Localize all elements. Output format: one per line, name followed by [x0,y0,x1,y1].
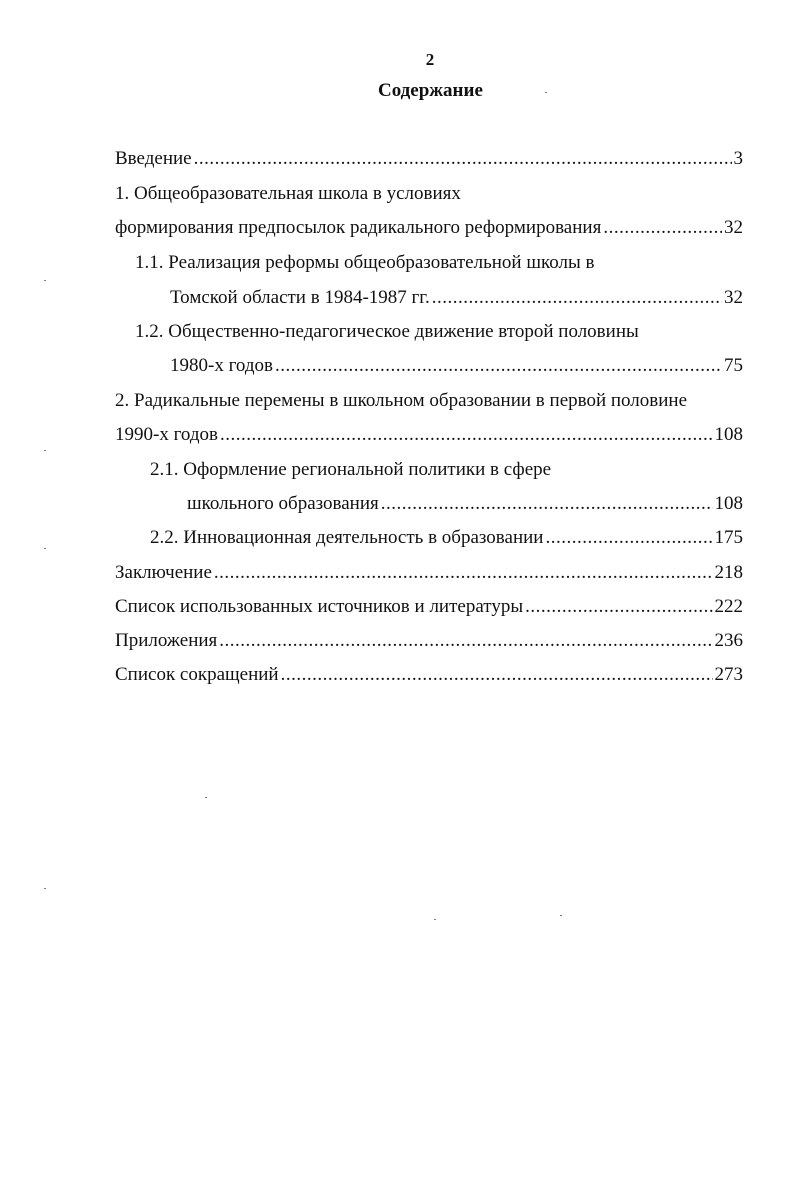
scan-speck [44,450,46,451]
toc-label: 1980-х годов [170,355,273,376]
toc-label: Введение [115,148,192,169]
toc-page-number: 3 [733,148,743,169]
toc-entry-intro[interactable] [115,148,743,170]
scan-speck [560,915,562,916]
toc-entry-appendix[interactable] [115,630,743,652]
toc-entry-conclusion[interactable] [115,562,743,584]
toc-entry-abbreviations[interactable] [115,664,743,686]
dot-leader [525,596,712,618]
toc-label: формирования предпосылок радикального реформирования [115,217,602,238]
page-number: 2 [425,50,435,69]
toc-label: 2.2. Инновационная деятельность в образовании [150,527,544,548]
toc-label: школьного образования [187,493,379,514]
toc-section21-title-line1: 2.1. Оформление региональной политики в сфере [150,459,552,480]
toc-label: Приложения [115,630,218,651]
toc-label: Список сокращений [115,664,279,685]
toc-entry-section11[interactable] [170,287,743,309]
toc-page-number: 108 [714,424,743,445]
scan-speck [44,548,46,549]
toc-entry-chapter2[interactable] [115,424,743,446]
toc-entry-section21[interactable] [187,493,743,515]
toc-page-number: 236 [714,630,743,651]
toc-entry-sources[interactable] [115,596,743,618]
scan-speck [434,919,436,920]
toc-page-number: 32 [724,217,743,238]
toc-chapter2-title-line1: 2. Радикальные перемены в школьном образовании в первой половине [115,390,688,411]
toc-page-number: 108 [714,493,743,514]
toc-section11-title-line1: 1.1. Реализация реформы общеобразовательной школы в [135,252,595,273]
toc-entry-chapter1[interactable] [115,217,743,239]
toc-label: Список использованных источников и литературы [115,596,524,617]
toc-label: Томской области в 1984-1987 гг. [170,287,430,308]
toc-entry-section22[interactable] [150,527,743,549]
toc-label: Заключение [115,562,212,583]
dot-leader [194,148,732,170]
dot-leader [545,527,712,549]
toc-label: 1990-х годов [115,424,218,445]
scan-speck [44,280,46,281]
dot-leader [432,287,722,309]
dot-leader [220,424,713,446]
dot-leader [281,664,713,686]
toc-page-number: 273 [714,664,743,685]
dot-leader [275,355,722,377]
toc-section12-title-line1: 1.2. Общественно-педагогическое движение второй половины [135,321,639,342]
page-title: Содержание [378,80,483,101]
dot-leader [214,562,713,584]
toc-page-number: 32 [724,287,743,308]
toc-page-number: 175 [714,527,743,548]
scan-speck [545,92,547,93]
toc-chapter1-title-line1: 1. Общеобразовательная школа в условиях [115,183,461,204]
toc-page-number: 75 [724,355,743,376]
toc-page-number: 218 [714,562,743,583]
toc-entry-section12[interactable] [170,355,743,377]
toc-page-number: 222 [714,596,743,617]
dot-leader [219,630,712,652]
scan-speck [44,888,46,889]
dot-leader [603,217,722,239]
dot-leader [381,493,713,515]
scan-speck [205,797,207,798]
